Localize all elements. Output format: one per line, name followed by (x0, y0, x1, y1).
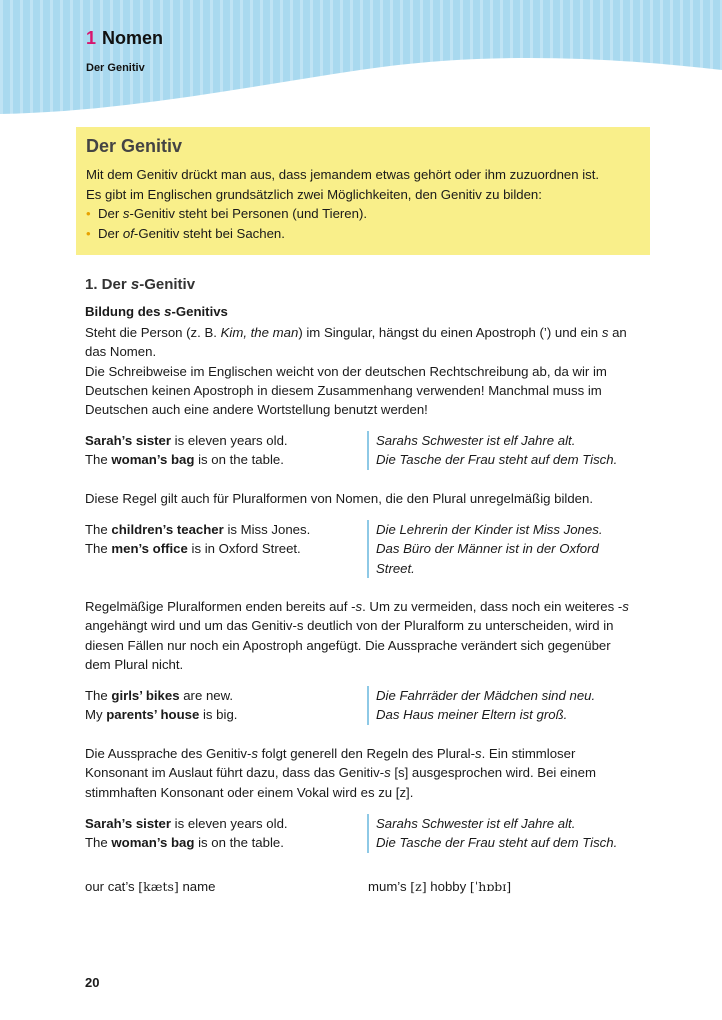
paragraph-3 (85, 597, 645, 674)
german-translations: Die Fahrräder der Mädchen sind neu. Das Haus meiner Eltern ist groß. (367, 686, 637, 725)
german-translations: Die Lehrerin der Kinder ist Miss Jones. Das Büro der Männer ist in der Oxford Street. (367, 520, 637, 578)
bullet-text: -Genitiv steht bei Personen (und Tieren). (129, 206, 368, 221)
paragraph-1 (85, 323, 645, 419)
bullet-text: Der (98, 206, 123, 221)
text-line: diesen Fällen nur noch ein Apostroph angefügt. Die Aussprache verändert sich gegenüber (85, 637, 611, 653)
pronunciation-example-right: mum’s [z] hobby [ˈhɒbɪ] (368, 879, 512, 894)
info-box-bullet (86, 224, 640, 244)
german-translations: Sarahs Schwester ist elf Jahre alt. Die Tasche der Frau steht auf dem Tisch. (367, 814, 637, 853)
section-title: 1. Der s-Genitiv (85, 276, 196, 293)
header-band (0, 0, 722, 116)
chapter-title: Nomen (102, 28, 164, 48)
info-box-bullet (86, 204, 640, 224)
page-number: 20 (85, 975, 100, 990)
english-examples: Sarah’s sister is eleven years old. The woman’s bag is on the table. (85, 816, 288, 851)
text-line: Die Aussprache des Genitiv-s folgt generell den Regeln des Plural-s. Ein stimmloser (85, 746, 576, 761)
english-examples: The children’s teacher is Miss Jones. The men’s office is in Oxford Street. (85, 522, 311, 557)
text-line: Regelmäßige Pluralformen enden bereits auf -s. Um zu vermeiden, dass noch ein weiteres -s (85, 599, 629, 614)
info-box-list (86, 204, 640, 243)
paragraph-2: Diese Regel gilt auch für Pluralformen von Nomen, die den Plural unregelmäßig bilden. (85, 491, 593, 506)
chapter-heading (86, 28, 163, 49)
paragraph-4 (85, 744, 645, 802)
info-box-title: Der Genitiv (86, 136, 183, 156)
text-line: angehängt wird und um das Genitiv-s deutlich von der Pluralform zu unterscheiden, wird in (85, 618, 614, 634)
text-line: Steht die Person (z. B. Kim, the man) im Singular, hängst du einen Apostroph (’) und ein s an (85, 325, 627, 340)
bullet-emphasis: of (122, 225, 134, 241)
text-line: stimmhaften Konsonant oder einem Vokal wird es zu [z]. (85, 784, 414, 800)
english-examples: The girls’ bikes are new. My parents’ house is big. (85, 688, 238, 723)
pronunciation-example-left: our cat’s [kæts] name (85, 879, 216, 894)
text-line: Konsonant im Auslaut führt dazu, dass das Genitiv-s [s] ausgesprochen wird. Bei einem (85, 765, 596, 781)
german-translations: Sarahs Schwester ist elf Jahre alt. Die Tasche der Frau steht auf dem Tisch. (367, 431, 637, 470)
info-box-line: Es gibt im Englischen grundsätzlich zwei Möglichkeiten, den Genitiv zu bilden: (86, 186, 542, 202)
bullet-text: -Genitiv steht bei Sachen. (133, 225, 285, 241)
bullet-text: Der (98, 225, 123, 241)
text-line: Deutschen auch eine andere Wortstellung benutzt werden! (85, 402, 428, 418)
text-line: dem Plural nicht. (85, 656, 184, 672)
bullet-emphasis: s (122, 206, 130, 221)
section-subtitle: Bildung des s-Genitivs (85, 304, 228, 319)
bullet-icon: • (86, 225, 91, 241)
info-box-line: Mit dem Genitiv drückt man aus, dass jemandem etwas gehört oder ihm zuzuordnen ist. (86, 167, 600, 182)
english-examples: Sarah’s sister is eleven years old. The woman’s bag is on the table. (85, 433, 288, 468)
text-line: Die Schreibweise im Englischen weicht von der deutschen Rechtschreibung ab, da wir im (85, 363, 607, 379)
chapter-subtitle: Der Genitiv (86, 62, 145, 74)
text-line: das Nomen. (85, 344, 157, 360)
text-line: Deutschen keinen Apostroph in diesem Zusammenhang verwenden! Manchmal muss im (85, 382, 602, 398)
bullet-icon: • (86, 206, 91, 221)
chapter-number: 1 (86, 28, 97, 48)
info-box (76, 127, 650, 255)
